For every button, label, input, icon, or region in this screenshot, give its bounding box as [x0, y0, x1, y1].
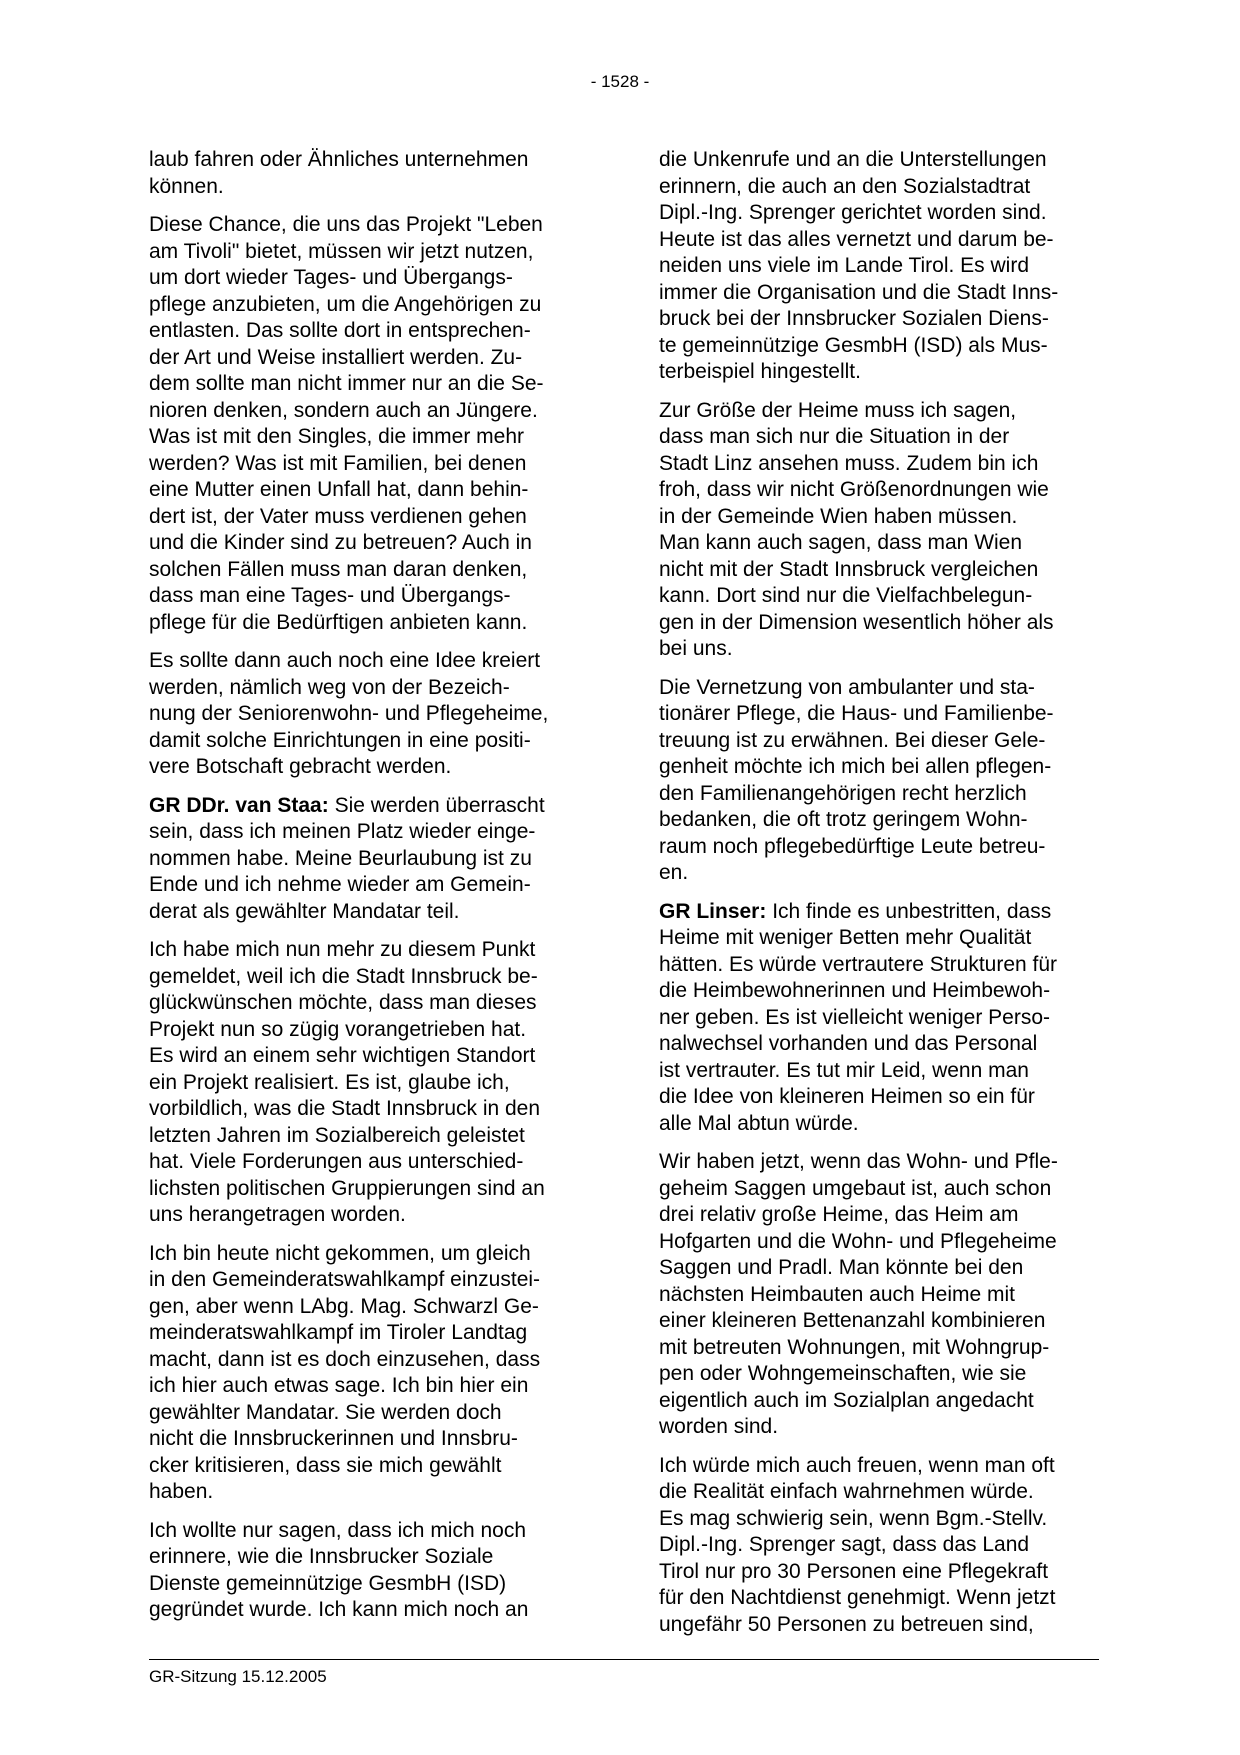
speech-text: Sie werden überrascht sein, dass ich meinen Platz wieder einge- nommen habe. Meine Beurlaubung ist zu Ende und ich nehme wieder am Gemein- derat als gewählter Mandatar teil.: [149, 793, 545, 923]
paragraph: Ich wollte nur sagen, dass ich mich noch erinnere, wie die Innsbrucker Soziale Dienste gemeinnützige GesmbH (ISD) gegründet wurde. Ich kann mich noch an: [149, 1518, 529, 1621]
paragraph: Ich bin heute nicht gekommen, um gleich in den Gemeinderatswahlkampf einzustei- gen, aber wenn LAbg. Mag. Schwarzl Ge- meinderatswahlkampf im Tiroler Landtag macht, dann ist es doch einzusehen, dass ich hier auch etwas sage. Ich bin hier ein gewählter Mandatar. Sie werden doch nicht die Innsbruckerinnen und Innsbru- cker kritisieren, dass sie mich gewählt haben.: [149, 1241, 541, 1503]
paragraph: Wir haben jetzt, wenn das Wohn- und Pfle- geheim Saggen umgebaut ist, auch schon drei relativ große Heime, das Heim am Hofgarten und die Wohn- und Pflegeheime Saggen und Pradl. Man könnte bei den nächsten Heimbauten auch Heime mit einer kleineren Bettenanzahl kombinieren mit betreuten Wohnungen, mit Wohngrup- pen oder Wohngemeinschaften, wie sie eigentlich auch im Sozialplan angedacht worden sind.: [659, 1150, 1058, 1438]
speech-text: Ich finde es unbestritten, dass Heime mit weniger Betten mehr Qualität hätten. Es würde vertrautere Strukturen für die Heimbewohnerinnen und Heimbewoh- ner geben. Es ist vielleicht weniger Perso- nalwechsel vorhanden und das Personal ist vertrauter. Es tut mir Leid, wenn man die Idee von kleineren Heimen so ein für alle Mal abtun würde.: [659, 899, 1058, 1135]
paragraph: Ich würde mich auch freuen, wenn man oft die Realität einfach wahrnehmen würde. Es mag schwierig sein, wenn Bgm.-Stellv. Dipl.-Ing. Sprenger sagt, dass das Land Tirol nur pro 30 Personen eine Pflegekraft für den Nachtdienst genehmigt. Wenn jetzt ungefähr 50 Personen zu betreuen sind,: [659, 1453, 1056, 1636]
paragraph: Ich habe mich nun mehr zu diesem Punkt gemeldet, weil ich die Stadt Innsbruck be- glückwünschen möchte, dass man dieses Projekt nun so zügig vorangetrieben hat. Es wird an einem sehr wichtigen Standort ein Projekt realisiert. Es ist, glaube ich, vorbildlich, was die Stadt Innsbruck in den letzten Jahren im Sozialbereich geleistet hat. Viele Forderungen aus unterschied- lichsten politischen Gruppierungen sind an uns herangetragen worden.: [149, 938, 545, 1226]
footer-session: GR-Sitzung 15.12.2005: [149, 1667, 327, 1686]
speech-paragraph: [659, 899, 1111, 1138]
page-number: - 1528 -: [590, 72, 650, 91]
paragraph: Es sollte dann auch noch eine Idee kreiert werden, nämlich weg von der Bezeich- nung der Seniorenwohn- und Pflegeheime, damit solche Einrichtungen in eine positi- vere Botschaft gebracht werden.: [149, 649, 549, 778]
speech-paragraph: [149, 793, 601, 926]
paragraph: laub fahren oder Ähnliches unternehmen können.: [149, 148, 529, 198]
paragraph: Die Vernetzung von ambulanter und sta- tionärer Pflege, die Haus- und Familienbe- treuung ist zu erwähnen. Bei dieser Gele- genheit möchte ich mich bei allen pflegen- den Familienangehörigen recht herzlich bedanken, die oft trotz geringem Wohn- raum noch pflegebedürftige Leute betreu- en.: [659, 675, 1054, 884]
footer-divider: [149, 1659, 1099, 1660]
speaker-name: GR DDr. van Staa:: [149, 793, 329, 817]
paragraph: die Unkenrufe und an die Unterstellungen erinnern, die auch an den Sozialstadtrat Dipl.-Ing. Sprenger gerichtet worden sind. Heute ist das alles vernetzt und darum be- neiden uns viele im Lande Tirol. Es wird immer die Organisation und die Stadt Inns- bruck bei der Innsbrucker Sozialen Diens- te gemeinnützige GesmbH (ISD) als Mus- terbeispiel hingestellt.: [659, 148, 1059, 383]
paragraph: Diese Chance, die uns das Projekt "Leben am Tivoli" bietet, müssen wir jetzt nutzen, um dort wieder Tages- und Übergangs- pflege anzubieten, um die Angehörigen zu entlasten. Das sollte dort in entsprechen- der Art und Weise installiert werden. Zu- dem sollte man nicht immer nur an die Se- nioren denken, sondern auch an Jüngere. Was ist mit den Singles, die immer mehr werden? Was ist mit Familien, bei denen eine Mutter einen Unfall hat, dann behin- dert ist, der Vater muss verdienen gehen und die Kinder sind zu betreuen? Auch in solchen Fällen muss man daran denken, dass man eine Tages- und Übergangs- pflege für die Bedürftigen anbieten kann.: [149, 213, 544, 634]
speaker-name: GR Linser:: [659, 899, 767, 923]
left-column: [149, 147, 601, 1636]
right-column: [659, 147, 1111, 1650]
paragraph: Zur Größe der Heime muss ich sagen, dass man sich nur die Situation in der Stadt Linz ansehen muss. Zudem bin ich froh, dass wir nicht Größenordnungen wie in der Gemeinde Wien haben müssen. Man kann auch sagen, dass man Wien nicht mit der Stadt Innsbruck vergleichen kann. Dort sind nur die Vielfachbelegun- gen in der Dimension wesentlich höher als bei uns.: [659, 398, 1054, 660]
